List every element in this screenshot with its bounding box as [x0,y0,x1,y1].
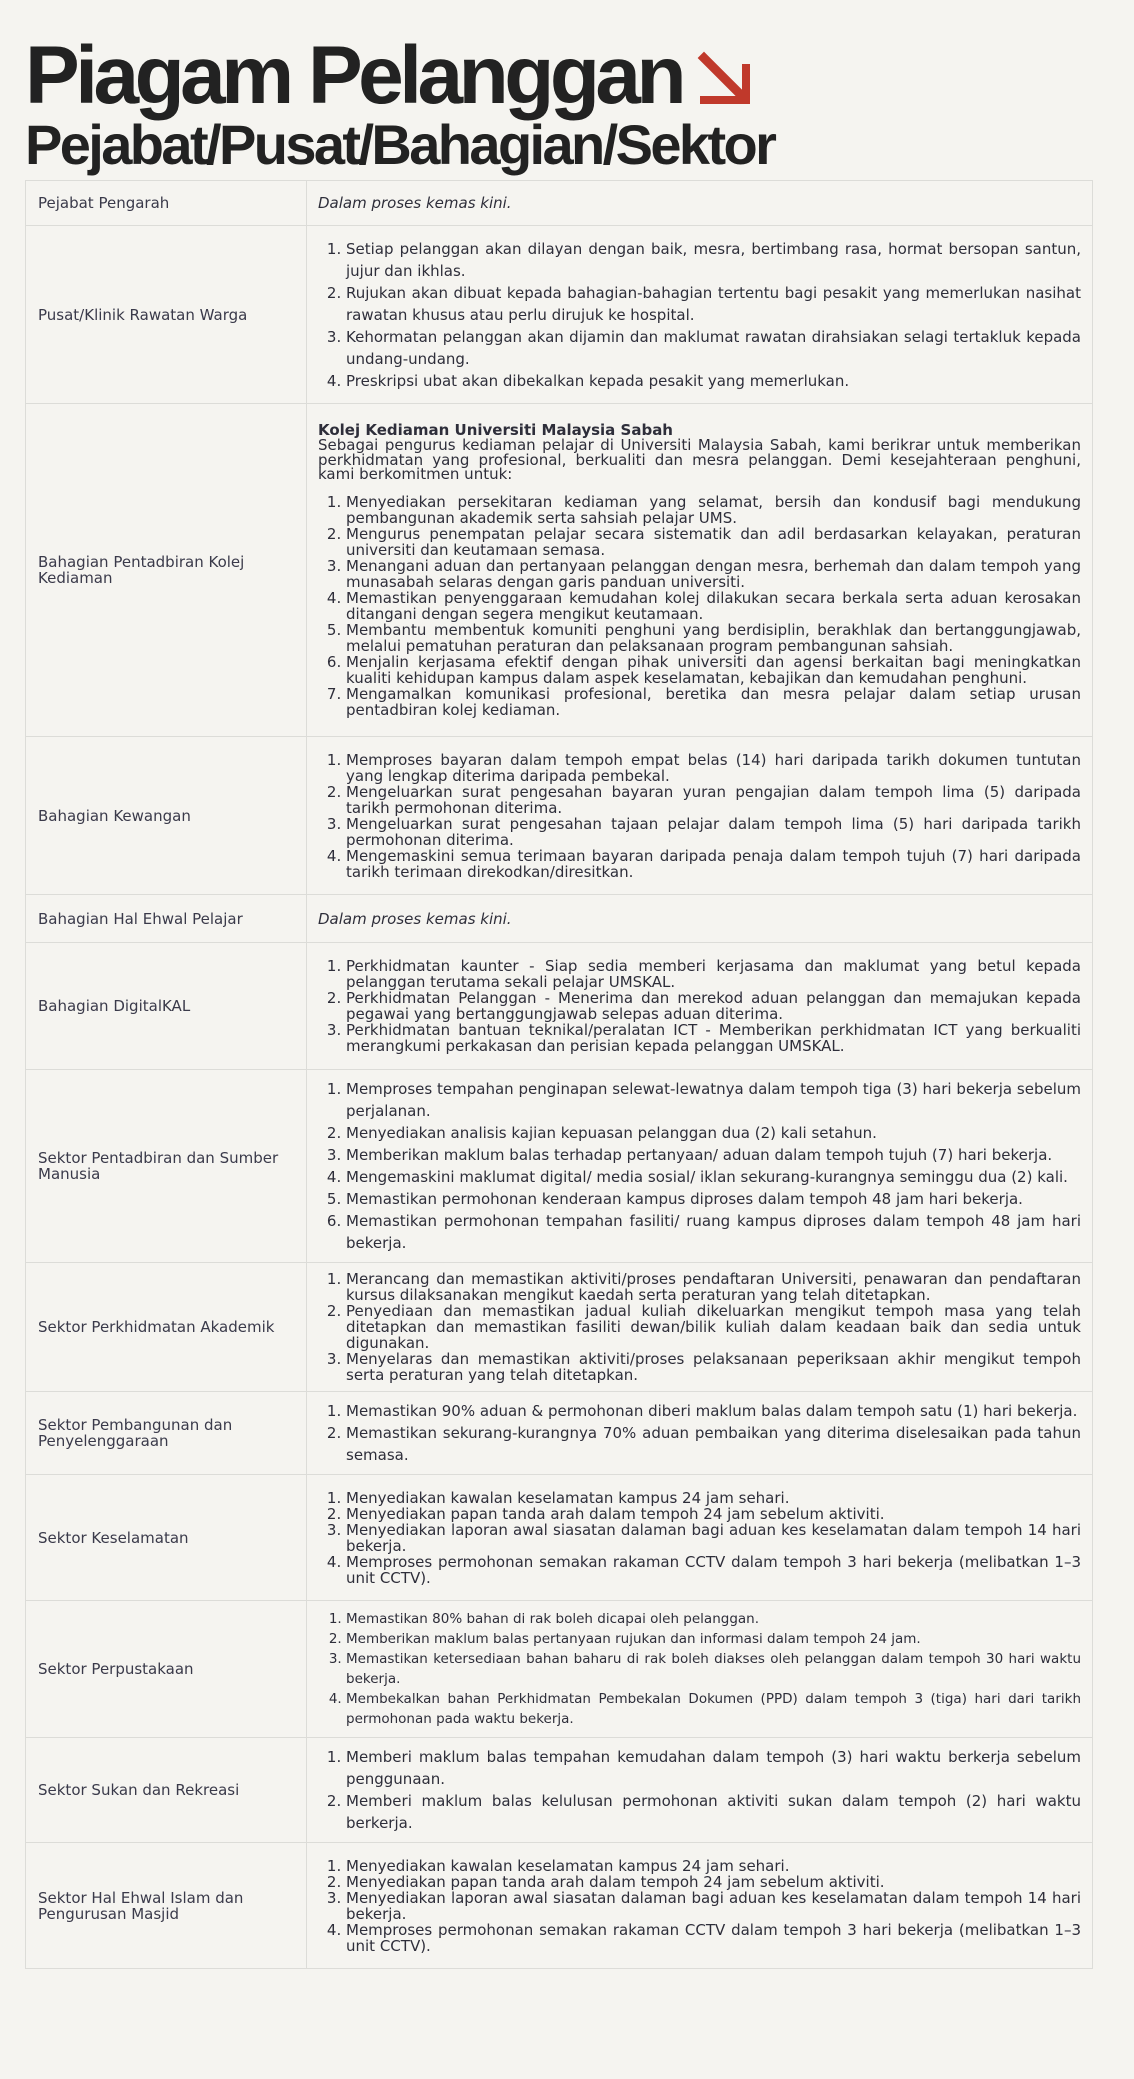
table-row [26,943,1093,1070]
charter-list [318,1400,1081,1466]
charter-list [318,494,1081,718]
list-item: 5. Memastikan permohonan kenderaan kampus diproses dalam tempoh 48 jam hari bekerja. [346,1188,1081,1210]
list-item: 4. Memastikan penyenggaraan kemudahan kolej dilakukan secara berkala serta aduan kerosakan ditangani dengan segera mengikut keutamaan. [346,590,1081,622]
row-content [307,1475,1093,1601]
list-item: 1. Perkhidmatan kaunter - Siap sedia memberi kerjasama dan maklumat yang betul kepada pelanggan terutama sekali pelajar UMSKAL. [346,958,1081,990]
row-content [307,895,1093,943]
list-item: 3. Memberikan maklum balas terhadap pertanyaan/ aduan dalam tempoh tujuh (7) hari bekerja. [346,1144,1081,1166]
list-item: 1. Memberi maklum balas tempahan kemudahan dalam tempoh (3) hari waktu berkerja sebelum penggunaan. [346,1746,1081,1790]
row-content [307,1263,1093,1392]
row-name: Sektor Keselamatan [26,1475,307,1601]
charter-list [318,1078,1081,1254]
list-item: 2. Menyediakan papan tanda arah dalam tempoh 24 jam sebelum aktiviti. [346,1874,1081,1890]
list-item: 2. Perkhidmatan Pelanggan - Menerima dan merekod aduan pelanggan dan memajukan kepada pegawai yang bertanggungjawab selepas aduan diterima. [346,990,1081,1022]
list-item: 3. Menyediakan laporan awal siasatan dalaman bagi aduan kes keselamatan dalam tempoh 14 hari bekerja. [346,1522,1081,1554]
table-row [26,1738,1093,1843]
list-item: 3. Menangani aduan dan pertanyaan pelanggan dengan mesra, berhemah dan dalam tempoh yang munasabah selaras dengan garis panduan universiti. [346,558,1081,590]
row-content [307,1392,1093,1475]
charter-list [318,1746,1081,1834]
charter-list [318,1490,1081,1586]
list-item: 4. Mengemaskini maklumat digital/ media sosial/ iklan sekurang-kurangnya seminggu dua (2) kali. [346,1166,1081,1188]
list-item: 3. Menyediakan laporan awal siasatan dalaman bagi aduan kes keselamatan dalam tempoh 14 hari bekerja. [346,1890,1081,1922]
list-item: 1. Setiap pelanggan akan dilayan dengan baik, mesra, bertimbang rasa, hormat bersopan santun, jujur dan ikhlas. [346,238,1081,282]
row-name: Sektor Perpustakaan [26,1601,307,1738]
table-row [26,1263,1093,1392]
row-content [307,1843,1093,1969]
charter-list [318,958,1081,1054]
row-name: Bahagian Kewangan [26,737,307,895]
row-content [307,404,1093,737]
list-item: 7. Mengamalkan komunikasi profesional, beretika dan mesra pelajar dalam setiap urusan pentadbiran kolej kediaman. [346,686,1081,718]
row-name: Bahagian Hal Ehwal Pelajar [26,895,307,943]
list-item: 1. Menyediakan persekitaran kediaman yang selamat, bersih dan kondusif bagi mendukung pembangunan akademik serta sahsiah pelajar UMS. [346,494,1081,526]
list-item: 1. Menyediakan kawalan keselamatan kampus 24 jam sehari. [346,1490,1081,1506]
row-content [307,737,1093,895]
list-item: 4. Memproses permohonan semakan rakaman CCTV dalam tempoh 3 hari bekerja (melibatkan 1–3 unit CCTV). [346,1922,1081,1954]
list-item: 6. Memastikan permohonan tempahan fasiliti/ ruang kampus diproses dalam tempoh 48 jam hari bekerja. [346,1210,1081,1254]
row-text: Dalam proses kemas kini. [318,909,512,928]
row-name: Bahagian Pentadbiran Kolej Kediaman [26,404,307,737]
list-item: 2. Mengeluarkan surat pengesahan bayaran yuran pengajian dalam tempoh lima (5) daripada tarikh permohonan diterima. [346,784,1081,816]
list-item: 2. Memberikan maklum balas pertanyaan rujukan dan informasi dalam tempoh 24 jam. [346,1629,1081,1649]
list-item: 4. Mengemaskini semua terimaan bayaran daripada penaja dalam tempoh tujuh (7) hari daripada tarikh terimaan direkodkan/diresitkan. [346,848,1081,880]
page-container [25,30,1093,1969]
row-name: Bahagian DigitalKAL [26,943,307,1070]
list-item: 2. Penyediaan dan memastikan jadual kuliah dikeluarkan mengikut tempoh masa yang telah ditetapkan dan memastikan fasiliti dewan/bilik kuliah dalam keadaan baik dan sedia untuk digunakan. [346,1303,1081,1351]
list-item: 4. Membekalkan bahan Perkhidmatan Pembekalan Dokumen (PPD) dalam tempoh 3 (tiga) hari dari tarikh permohonan pada waktu bekerja. [346,1689,1081,1729]
section-intro: Sebagai pengurus kediaman pelajar di Universiti Malaysia Sabah, kami berikrar untuk memberikan perkhidmatan yang profesional, berkualiti dan mesra pelanggan. Demi kesejahteraan penghuni, kami berkomitmen untuk: [318,436,1081,484]
list-item: 3. Memastikan ketersediaan bahan baharu di rak boleh diakses oleh pelanggan dalam tempoh 30 hari waktu bekerja. [346,1649,1081,1689]
list-item: 1. Memproses tempahan penginapan selewat-lewatnya dalam tempoh tiga (3) hari bekerja sebelum perjalanan. [346,1078,1081,1122]
table-row [26,1475,1093,1601]
row-name: Sektor Hal Ehwal Islam dan Pengurusan Masjid [26,1843,307,1969]
row-content [307,226,1093,404]
list-item: 3. Menyelaras dan memastikan aktiviti/proses pelaksanaan peperiksaan akhir mengikut tempoh serta peraturan yang telah ditetapkan. [346,1351,1081,1383]
table-row [26,404,1093,737]
row-name: Sektor Pentadbiran dan Sumber Manusia [26,1070,307,1263]
list-item: 1. Menyediakan kawalan keselamatan kampus 24 jam sehari. [346,1858,1081,1874]
charter-list [318,1609,1081,1729]
list-item: 2. Memberi maklum balas kelulusan permohonan aktiviti sukan dalam tempoh (2) hari waktu berkerja. [346,1790,1081,1834]
list-item: 4. Preskripsi ubat akan dibekalkan kepada pesakit yang memerlukan. [346,370,1081,392]
charter-list [318,1271,1081,1383]
list-item: 2. Mengurus penempatan pelajar secara sistematik dan adil berdasarkan kelayakan, peraturan universiti dan keutamaan semasa. [346,526,1081,558]
page-title [25,30,1093,121]
list-item: 5. Membantu membentuk komuniti penghuni yang berdisiplin, berakhlak dan bertanggungjawab, melalui pematuhan peraturan dan pelaksanaan program pembangunan sahsiah. [346,622,1081,654]
charter-table [25,180,1093,1969]
list-item: 2. Menyediakan papan tanda arah dalam tempoh 24 jam sebelum aktiviti. [346,1506,1081,1522]
list-item: 2. Memastikan sekurang-kurangnya 70% aduan pembaikan yang diterima diselesaikan pada tahun semasa. [346,1422,1081,1466]
table-row [26,1070,1093,1263]
charter-list [318,238,1081,392]
row-name: Pusat/Klinik Rawatan Warga [26,226,307,404]
section-heading: Kolej Kediaman Universiti Malaysia Sabah [318,421,673,440]
arrow-down-right-icon [696,50,752,106]
table-row [26,895,1093,943]
row-content [307,1601,1093,1738]
list-item: 3. Kehormatan pelanggan akan dijamin dan maklumat rawatan dirahsiakan selagi tertakluk kepada undang-undang. [346,326,1081,370]
list-item: 1. Memastikan 80% bahan di rak boleh dicapai oleh pelanggan. [346,1609,1081,1629]
list-item: 6. Menjalin kerjasama efektif dengan pihak universiti dan agensi berkaitan bagi meningkatkan kualiti kehidupan kampus dalam aspek keselamatan, kebajikan dan kemudahan penghuni. [346,654,1081,686]
table-row [26,1392,1093,1475]
page-title-text: Piagam Pelanggan [25,30,683,121]
page-subtitle: Pejabat/Pusat/Bahagian/Sektor [25,113,775,176]
list-item: 2. Menyediakan analisis kajian kepuasan pelanggan dua (2) kali setahun. [346,1122,1081,1144]
row-name: Pejabat Pengarah [26,181,307,226]
list-item: 3. Perkhidmatan bantuan teknikal/peralatan ICT - Memberikan perkhidmatan ICT yang berkualiti merangkumi perkakasan dan perisian kepada pelanggan UMSKAL. [346,1022,1081,1054]
row-content [307,943,1093,1070]
charter-list [318,752,1081,880]
list-item: 2. Rujukan akan dibuat kepada bahagian-bahagian tertentu bagi pesakit yang memerlukan nasihat rawatan khusus atau perlu dirujuk ke hospital. [346,282,1081,326]
table-row [26,181,1093,226]
row-name: Sektor Sukan dan Rekreasi [26,1738,307,1843]
table-row [26,737,1093,895]
list-item: 4. Memproses permohonan semakan rakaman CCTV dalam tempoh 3 hari bekerja (melibatkan 1–3 unit CCTV). [346,1554,1081,1586]
row-name: Sektor Perkhidmatan Akademik [26,1263,307,1392]
row-content [307,1070,1093,1263]
table-row [26,1843,1093,1969]
list-item: 1. Memastikan 90% aduan & permohonan diberi maklum balas dalam tempoh satu (1) hari bekerja. [346,1400,1081,1422]
row-content [307,1738,1093,1843]
row-text: Dalam proses kemas kini. [318,194,512,212]
list-item: 3. Mengeluarkan surat pengesahan tajaan pelajar dalam tempoh lima (5) hari daripada tarikh permohonan diterima. [346,816,1081,848]
list-item: 1. Merancang dan memastikan aktiviti/proses pendaftaran Universiti, penawaran dan pendaftaran kursus dilaksanakan mengikut kaedah serta peraturan yang telah ditetapkan. [346,1271,1081,1303]
table-row [26,226,1093,404]
row-name: Sektor Pembangunan dan Penyelenggaraan [26,1392,307,1475]
charter-list [318,1858,1081,1954]
row-content [307,181,1093,226]
list-item: 1. Memproses bayaran dalam tempoh empat belas (14) hari daripada tarikh dokumen tuntutan yang lengkap diterima daripada pembekal. [346,752,1081,784]
table-row [26,1601,1093,1738]
